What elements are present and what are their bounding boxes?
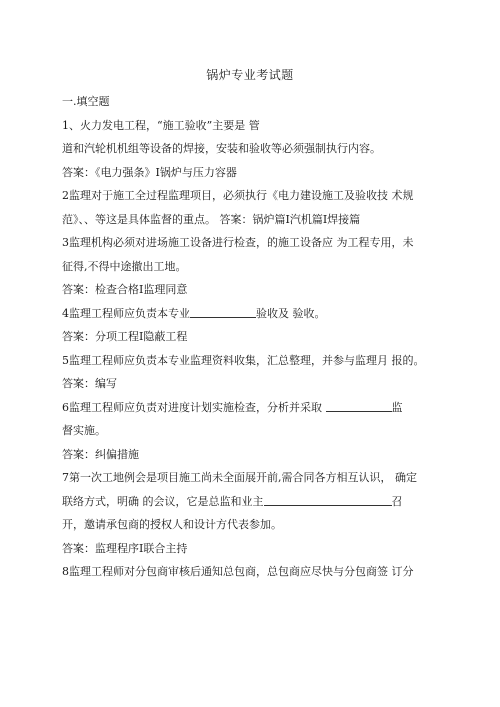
answer-1: 答案：《电力强条》I锅炉与压力容器 <box>62 165 237 179</box>
question-8-line-1: 8监理工程师对分包商审核后通知总包商，总包商应尽快与分包商签 订分 <box>62 565 414 578</box>
document-body <box>62 90 442 584</box>
question-7-line-1: 7第一次工地例会是项目施工尚未全面展开前,需合同各方相互认识， 确定 <box>62 471 417 484</box>
question-1-line-2: 道和汽轮机机组等设备的焊接，安装和验收等必须强制执行内容。 <box>62 142 381 155</box>
section-heading: 一.填空题 <box>62 95 110 108</box>
answer-6: 答案：纠偏措施 <box>62 447 139 461</box>
question-3-line-1: 3监理机构必须对进场施工设备进行检查，的施工设备应 为工程专用，未 <box>62 236 414 249</box>
question-7-line-2 <box>62 490 442 514</box>
question-2-line-2: 范》、、等这是具体监督的重点。 答案：锅炉篇I汽机篇I焊接篇 <box>62 212 361 226</box>
fill-blank <box>264 493 392 506</box>
fill-blank <box>326 399 392 412</box>
question-6-line-2: 督实施。 <box>62 424 106 437</box>
question-6-text-after: 监 <box>391 400 403 414</box>
answer-7: 答案：监理程序I联合主持 <box>62 541 188 555</box>
question-1-line-1: 1、火力发电工程，“施工验收”主要是 管 <box>62 118 260 132</box>
answer-3: 答案：检查合格I监理同意 <box>62 283 188 296</box>
question-7-line-3: 开，邀请承包商的授权人和设计方代表参加。 <box>62 518 282 531</box>
question-2-line-1: 2监理对于施工全过程监理项目，必须执行《电力建设施工及验收技 术规 <box>62 189 414 202</box>
question-4-text-after: 验收及 验收。 <box>256 306 326 320</box>
question-7-text-after: 召 <box>391 494 403 508</box>
question-4 <box>62 302 442 326</box>
question-4-text-before: 4监理工程师应负责本专业 <box>62 306 190 320</box>
question-7-text-before: 联络方式，明确 的会议，它是总监和业主 <box>62 494 264 508</box>
answer-4: 答案：分项工程I隐蔽工程 <box>62 330 188 343</box>
question-6-line-1 <box>62 396 442 420</box>
question-6-text-before: 6监理工程师应负责对进度计划实施检查，分析并采取 <box>62 400 326 414</box>
answer-5: 答案：编写 <box>62 377 117 390</box>
fill-blank <box>190 305 256 318</box>
question-5: 5监理工程师应负责本专业监理资料收集，汇总整理，并参与监理月 报的。 <box>62 353 425 367</box>
question-3-line-2: 征得,不得中途撤出工地。 <box>62 259 187 273</box>
page-title: 锅炉专业考试题 <box>206 68 294 82</box>
